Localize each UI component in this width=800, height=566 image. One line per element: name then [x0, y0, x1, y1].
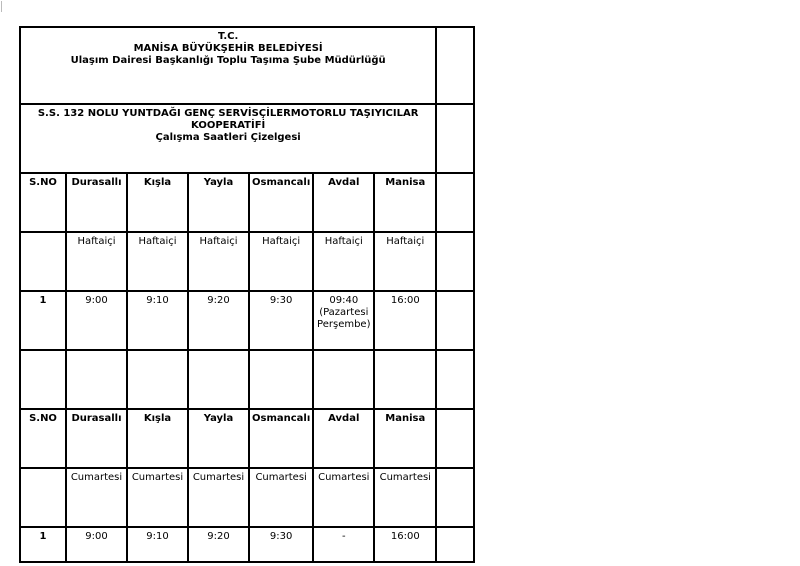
weekday-day-row — [20, 232, 474, 291]
sno-spacer — [20, 232, 66, 291]
time-cell-osmancali: 9:30 — [249, 291, 313, 350]
side-cell — [436, 104, 474, 173]
col-header-sno: S.NO — [20, 409, 66, 468]
saturday-column-header-row — [20, 409, 474, 468]
side-cell — [436, 527, 474, 562]
col-header-durasalli: Durasallı — [66, 173, 127, 232]
day-cell: Haftaiçi — [249, 232, 313, 291]
header-line-municipality: MANİSA BÜYÜKŞEHİR BELEDİYESİ — [133, 43, 323, 54]
time-cell-yayla: 9:20 — [188, 291, 249, 350]
col-header-yayla: Yayla — [188, 409, 249, 468]
saturday-time-row — [20, 527, 474, 562]
day-cell: Cumartesi — [313, 468, 374, 527]
schedule-title: Çalışma Saatleri Çizelgesi — [155, 132, 301, 143]
sno-spacer — [20, 468, 66, 527]
time-cell-manisa: 16:00 — [374, 527, 436, 562]
day-cell: Cumartesi — [188, 468, 249, 527]
header-line-tc: T.C. — [218, 31, 239, 42]
day-cell: Haftaiçi — [188, 232, 249, 291]
empty-cell — [313, 350, 374, 409]
day-cell: Haftaiçi — [127, 232, 188, 291]
institution-header — [20, 27, 436, 104]
time-cell-manisa: 16:00 — [374, 291, 436, 350]
side-cell — [436, 350, 474, 409]
side-cell — [436, 173, 474, 232]
side-cell — [436, 409, 474, 468]
weekday-time-row — [20, 291, 474, 350]
day-cell: Cumartesi — [127, 468, 188, 527]
page-corner-mark — [1, 1, 2, 12]
day-cell: Haftaiçi — [374, 232, 436, 291]
time-cell-kisla: 9:10 — [127, 291, 188, 350]
empty-cell — [249, 350, 313, 409]
side-cell — [436, 468, 474, 527]
col-header-sno: S.NO — [20, 173, 66, 232]
header-line-department: Ulaşım Dairesi Başkanlığı Toplu Taşıma Şube Müdürlüğü — [70, 55, 386, 66]
col-header-osmancali: Osmancalı — [249, 173, 313, 232]
time-cell-durasalli: 9:00 — [66, 527, 127, 562]
work-schedule-table — [19, 26, 475, 563]
col-header-kisla: Kışla — [127, 173, 188, 232]
time-cell-durasalli: 9:00 — [66, 291, 127, 350]
col-header-osmancali: Osmancalı — [249, 409, 313, 468]
side-cell — [436, 27, 474, 104]
empty-cell — [188, 350, 249, 409]
col-header-kisla: Kışla — [127, 409, 188, 468]
empty-cell — [127, 350, 188, 409]
row-number: 1 — [20, 527, 66, 562]
col-header-durasalli: Durasallı — [66, 409, 127, 468]
institution-header-row — [20, 27, 474, 104]
cooperative-name-line1: S.S. 132 NOLU YUNTDAĞI GENÇ SERVİSÇİLERMOTORLU TAŞIYICILAR — [37, 108, 419, 119]
empty-cell — [374, 350, 436, 409]
weekday-column-header-row — [20, 173, 474, 232]
time-cell-yayla: 9:20 — [188, 527, 249, 562]
row-number: 1 — [20, 291, 66, 350]
cooperative-header — [20, 104, 436, 173]
time-cell-osmancali: 9:30 — [249, 527, 313, 562]
day-cell: Cumartesi — [374, 468, 436, 527]
day-cell: Haftaiçi — [66, 232, 127, 291]
day-cell: Haftaiçi — [313, 232, 374, 291]
col-header-yayla: Yayla — [188, 173, 249, 232]
side-cell — [436, 232, 474, 291]
day-cell: Cumartesi — [66, 468, 127, 527]
time-cell-kisla: 9:10 — [127, 527, 188, 562]
col-header-manisa: Manisa — [374, 409, 436, 468]
day-cell: Cumartesi — [249, 468, 313, 527]
empty-cell — [66, 350, 127, 409]
col-header-avdal: Avdal — [313, 173, 374, 232]
saturday-day-row — [20, 468, 474, 527]
time-cell-avdal: 09:40 (Pazartesi Perşembe) — [313, 291, 374, 350]
side-cell — [436, 291, 474, 350]
empty-cell — [20, 350, 66, 409]
cooperative-header-row — [20, 104, 474, 173]
cooperative-name-line2: KOOPERATİFİ — [191, 120, 266, 131]
time-cell-avdal: - — [313, 527, 374, 562]
col-header-manisa: Manisa — [374, 173, 436, 232]
col-header-avdal: Avdal — [313, 409, 374, 468]
spacer-row — [20, 350, 474, 409]
